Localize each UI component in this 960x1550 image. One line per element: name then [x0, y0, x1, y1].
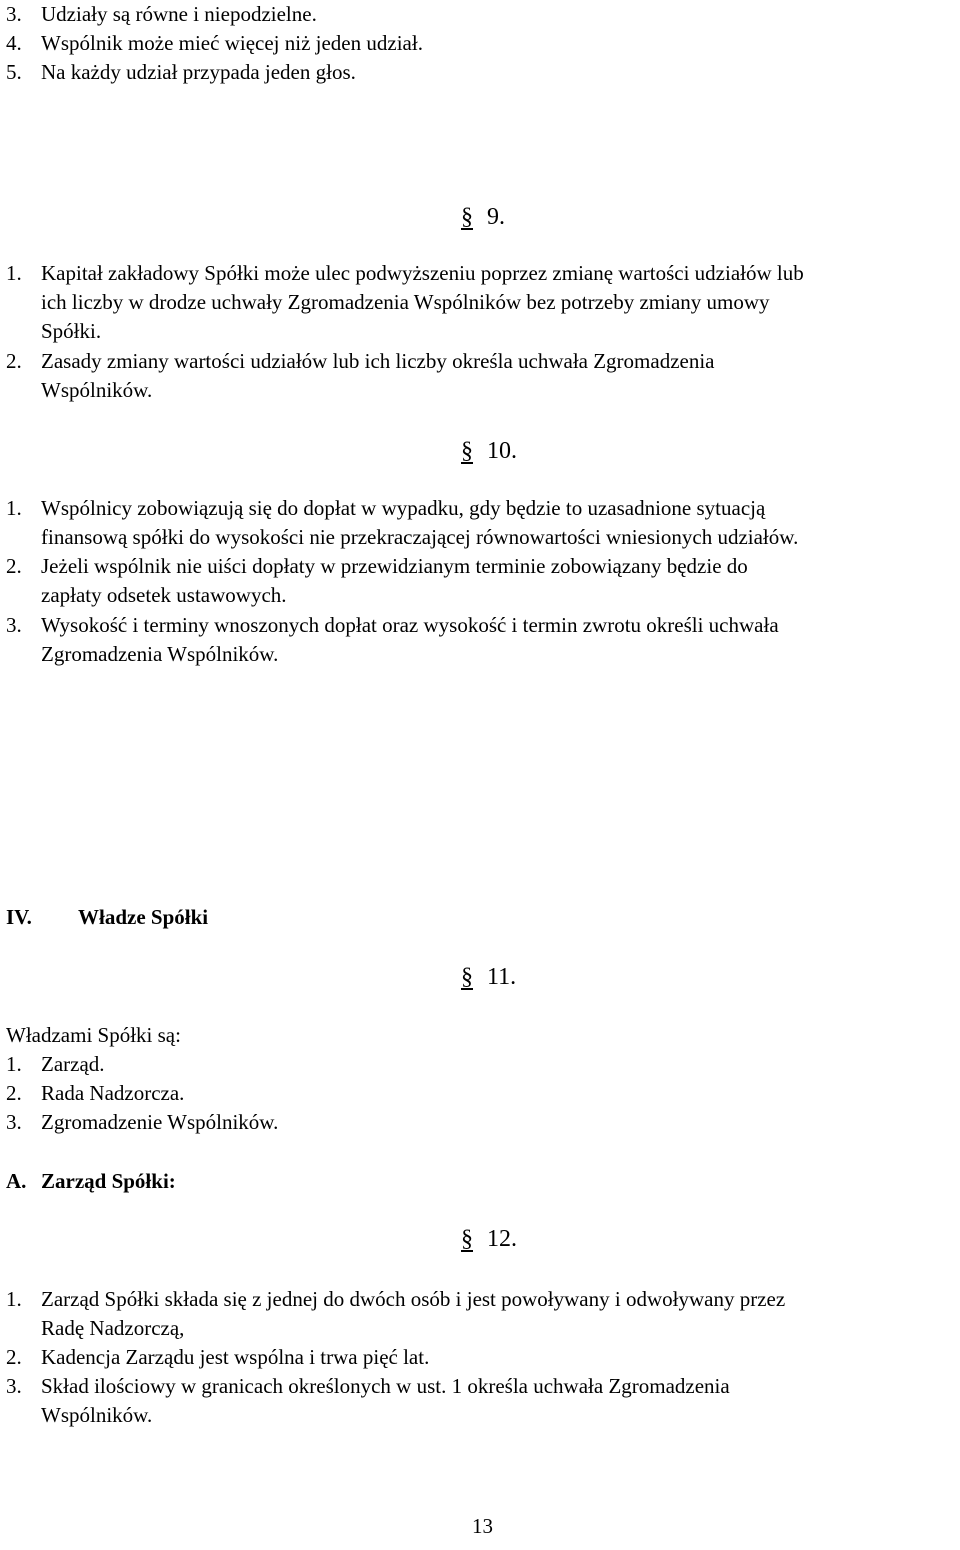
section-sign: § [461, 964, 473, 990]
paragraph-heading-11 [461, 963, 516, 992]
list-item-line: Wspólników. [41, 1403, 153, 1427]
list-item [6, 29, 954, 58]
section-letter: A. [6, 1169, 27, 1193]
paragraph-heading-9 [461, 203, 505, 232]
list-item-number: 4. [6, 31, 22, 55]
paragraph-number: 10. [487, 438, 517, 464]
list-item-number: 3. [6, 2, 22, 26]
list-item-line: Jeżeli wspólnik nie uiści dopłaty w przewidzianym terminie zobowiązany będzie do [41, 554, 748, 578]
list-item-line: Skład ilościowy w granicach określonych w ust. 1 określa uchwała Zgromadzenia [41, 1374, 730, 1398]
section-title: Zarząd Spółki: [41, 1169, 176, 1193]
list-item [6, 0, 954, 29]
list-item-text: Zgromadzenie Wspólników. [41, 1110, 279, 1134]
list-item-line: Wspólników. [41, 378, 153, 402]
chapter-numeral: IV. [6, 905, 32, 929]
list-item [6, 1079, 954, 1108]
section-sign: § [461, 204, 473, 230]
list-item-number: 5. [6, 60, 22, 84]
list-item-number: 3. [6, 1110, 22, 1134]
section-sign: § [461, 438, 473, 464]
list-item-number: 1. [6, 1287, 22, 1311]
list-item-line: ich liczby w drodze uchwały Zgromadzenia Wspólników bez potrzeby zmiany umowy [41, 290, 770, 314]
list-item-text: Udziały są równe i niepodzielne. [41, 2, 317, 26]
list-item [6, 1285, 954, 1343]
list-item-number: 3. [6, 1374, 22, 1398]
chapter-title: Władze Spółki [78, 905, 209, 929]
list-item-line: finansową spółki do wysokości nie przekraczającej równowartości wniesionych udziałów. [41, 525, 799, 549]
list-item [6, 552, 954, 610]
list-item-line: Zgromadzenia Wspólników. [41, 642, 279, 666]
list-item-number: 1. [6, 1052, 22, 1076]
list-item-line: Wspólnicy zobowiązują się do dopłat w wypadku, gdy będzie to uzasadnione sytuacją [41, 496, 766, 520]
list-item [6, 1108, 954, 1137]
list-item [6, 259, 954, 346]
list-item-line: Zasady zmiany wartości udziałów lub ich liczby określa uchwała Zgromadzenia [41, 349, 715, 373]
list-item-number: 2. [6, 349, 22, 373]
list-item-text: Wspólnik może mieć więcej niż jeden udział. [41, 31, 423, 55]
list-item-number: 2. [6, 554, 22, 578]
paragraph-number: 11. [487, 964, 517, 990]
page-number: 13 [472, 1514, 493, 1538]
list-item-line: Kapitał zakładowy Spółki może ulec podwyższeniu poprzez zmianę wartości udziałów lub [41, 261, 804, 285]
list-item-number: 2. [6, 1345, 22, 1369]
list-item-text: Na każdy udział przypada jeden głos. [41, 60, 356, 84]
list-item-text: Rada Nadzorcza. [41, 1081, 185, 1105]
list-item-number: 1. [6, 261, 22, 285]
list-item-line: Spółki. [41, 319, 102, 343]
paragraph-heading-10 [461, 437, 517, 466]
list-item-line: Radę Nadzorczą, [41, 1316, 185, 1340]
list-item [6, 1372, 954, 1430]
paragraph-number: 9. [487, 204, 505, 230]
list-item [6, 347, 954, 405]
list-item-line: Wysokość i terminy wnoszonych dopłat oraz wysokość i termin zwrotu określi uchwała [41, 613, 779, 637]
paragraph-number: 12. [487, 1226, 517, 1252]
list-item-number: 1. [6, 496, 22, 520]
paragraph-intro: Władzami Spółki są: [6, 1023, 181, 1047]
list-item [6, 611, 954, 669]
list-item [6, 494, 954, 552]
list-item-line: zapłaty odsetek ustawowych. [41, 583, 287, 607]
list-item-line: Kadencja Zarządu jest wspólna i trwa pięć lat. [41, 1345, 430, 1369]
list-item [6, 1343, 954, 1372]
list-item [6, 58, 954, 87]
list-item-line: Zarząd Spółki składa się z jednej do dwóch osób i jest powoływany i odwoływany przez [41, 1287, 786, 1311]
list-item-number: 2. [6, 1081, 22, 1105]
section-sign: § [461, 1226, 473, 1252]
list-item-number: 3. [6, 613, 22, 637]
paragraph-heading-12 [461, 1225, 517, 1254]
list-item [6, 1050, 954, 1079]
list-item-text: Zarząd. [41, 1052, 105, 1076]
